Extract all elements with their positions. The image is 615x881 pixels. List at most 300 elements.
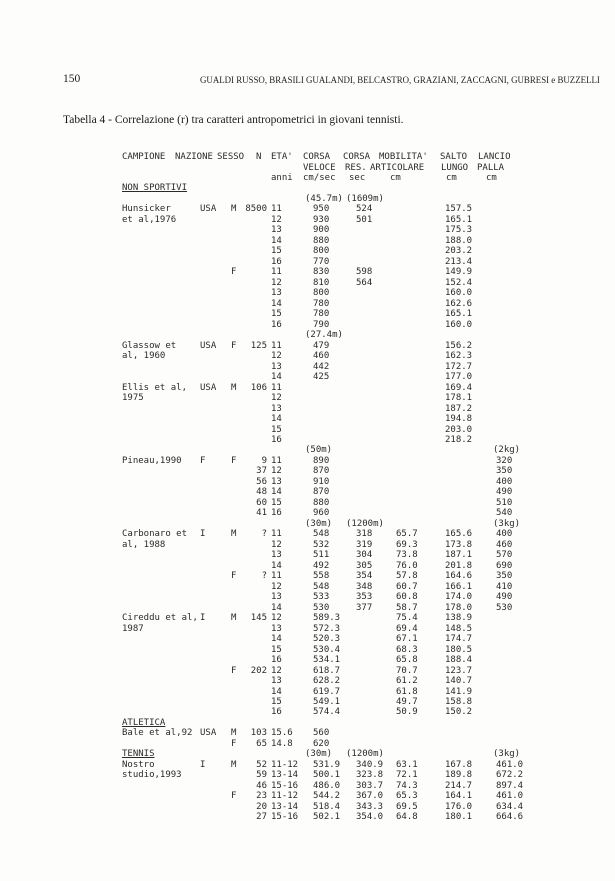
cell-n: 23: [256, 791, 267, 802]
cell-eta: 13: [271, 403, 282, 414]
cell-sesso: F: [231, 738, 237, 749]
cell-corsa-veloce: 950: [313, 204, 330, 215]
cell-salto-lungo: 175.3: [445, 225, 473, 236]
cell-corsa-res: 524: [356, 204, 373, 215]
cell-nazione: USA: [200, 340, 217, 351]
cell-corsa-res: 343.3: [356, 801, 384, 812]
cell-n: 41: [256, 508, 267, 519]
cell-n: 8500: [245, 204, 267, 215]
unit-note-corsa-veloce: (45.7m): [305, 193, 343, 204]
header-salto-lungo: SALTO: [440, 152, 468, 162]
cell-corsa-veloce: 533: [313, 592, 330, 603]
cell-n: 59: [256, 770, 267, 781]
cell-eta: 14: [271, 560, 282, 571]
cell-lancio-palla: 461.0: [496, 791, 524, 802]
cell-corsa-veloce: 492: [313, 560, 330, 571]
cell-eta: 13: [271, 361, 282, 372]
cell-campione: Cireddu et al,: [122, 613, 198, 624]
cell-salto-lungo: 162.6: [445, 298, 473, 309]
cell-sesso: M: [231, 382, 237, 393]
cell-n: 20: [256, 801, 267, 812]
cell-eta: 14.8: [271, 738, 293, 749]
cell-mobilita: 61.8: [396, 686, 418, 697]
cell-corsa-res: 303.7: [356, 780, 384, 791]
cell-corsa-veloce: 518.4: [313, 801, 341, 812]
cell-mobilita: 64.8: [396, 812, 418, 823]
cell-corsa-veloce: 960: [313, 508, 330, 519]
cell-eta: 11: [271, 455, 282, 466]
cell-sesso: F: [231, 791, 237, 802]
cell-corsa-res: 598: [356, 267, 373, 278]
running-head: GUALDI RUSSO, BRASILI GUALANDI, BELCASTRO, GRAZIANI, ZACCAGNI, GUBRESI e BUZZELLI: [200, 75, 600, 85]
cell-lancio-palla: 540: [496, 508, 513, 519]
cell-eta: 15: [271, 424, 282, 435]
cell-n: ?: [261, 571, 267, 582]
cell-corsa-veloce: 890: [313, 455, 330, 466]
cell-eta: 12: [271, 214, 282, 225]
cell-eta: 15-16: [271, 812, 299, 823]
cell-n: 52: [256, 759, 267, 770]
cell-corsa-res: 501: [356, 214, 373, 225]
cell-salto-lungo: 149.9: [445, 267, 473, 278]
cell-salto-lungo: 150.2: [445, 707, 473, 718]
cell-eta: 15: [271, 497, 282, 508]
cell-nazione: USA: [200, 382, 217, 393]
cell-corsa-res: 318: [356, 529, 373, 540]
cell-corsa-veloce: 549.1: [313, 697, 341, 707]
header-salto-lungo: cm: [446, 173, 457, 183]
header-corsa-veloce: VELOCE: [303, 162, 336, 173]
cell-lancio-palla: 510: [496, 497, 513, 508]
cell-eta: 11: [271, 571, 282, 582]
cell-corsa-veloce: 520.3: [313, 634, 341, 645]
cell-mobilita: 65.7: [396, 529, 418, 540]
cell-mobilita: 61.2: [396, 676, 418, 686]
cell-sesso: M: [231, 728, 237, 739]
cell-salto-lungo: 218.2: [445, 435, 473, 445]
cell-nazione: F: [200, 455, 206, 466]
cell-nazione: USA: [200, 728, 217, 739]
cell-eta: 14: [271, 634, 282, 645]
cell-eta: 13-14: [271, 801, 299, 812]
cell-eta: 13: [271, 476, 282, 487]
cell-eta: 11: [271, 529, 282, 540]
cell-corsa-veloce: 560: [313, 728, 330, 739]
cell-lancio-palla: 461.0: [496, 759, 524, 770]
cell-sesso: F: [231, 665, 237, 676]
cell-eta: 16: [271, 508, 282, 519]
cell-salto-lungo: 165.1: [445, 214, 473, 225]
cell-salto-lungo: 177.0: [445, 372, 473, 383]
cell-salto-lungo: 156.2: [445, 340, 473, 351]
cell-corsa-veloce: 548: [313, 529, 330, 540]
cell-eta: 12: [271, 393, 282, 403]
cell-lancio-palla: 400: [496, 529, 513, 540]
header-sesso: SESSO: [217, 152, 245, 162]
section-heading: ATLETICA: [122, 717, 166, 728]
cell-campione: Nostro: [122, 759, 155, 770]
cell-eta: 14: [271, 298, 282, 309]
cell-eta: 13: [271, 550, 282, 561]
cell-corsa-veloce: 810: [313, 277, 330, 288]
cell-n: 145: [250, 613, 267, 624]
header-lancio-palla: PALLA: [477, 162, 505, 173]
cell-corsa-veloce: 558: [313, 571, 330, 582]
cell-corsa-veloce: 511: [313, 550, 330, 561]
cell-corsa-res: 323.8: [356, 770, 384, 781]
cell-mobilita: 50.9: [396, 707, 418, 718]
cell-sesso: F: [231, 571, 237, 582]
cell-corsa-res: 354: [356, 571, 373, 582]
cell-sesso: M: [231, 613, 237, 624]
cell-nazione: I: [200, 759, 206, 770]
cell-salto-lungo: 178.0: [445, 602, 473, 613]
cell-lancio-palla: 400: [496, 476, 513, 487]
cell-corsa-veloce: 425: [313, 372, 330, 383]
cell-eta: 12: [271, 466, 282, 477]
cell-eta: 15.6: [271, 728, 293, 739]
cell-mobilita: 58.7: [396, 602, 418, 613]
cell-corsa-veloce: 618.7: [313, 665, 341, 676]
cell-eta: 16: [271, 319, 282, 330]
cell-salto-lungo: 174.0: [445, 592, 473, 603]
cell-lancio-palla: 530: [496, 602, 513, 613]
cell-campione: 1975: [122, 393, 144, 403]
cell-eta: 12: [271, 351, 282, 362]
unit-note-lancio-palla: (2kg): [493, 445, 521, 456]
cell-salto-lungo: 189.8: [445, 770, 473, 781]
cell-campione: Bale et al,92: [122, 728, 193, 739]
cell-eta: 14: [271, 372, 282, 383]
cell-lancio-palla: 460: [496, 539, 513, 550]
cell-n: 65: [256, 738, 267, 749]
cell-n: 9: [261, 455, 267, 466]
cell-corsa-veloce: 442: [313, 361, 330, 372]
header-lancio-palla: LANCIO: [478, 152, 511, 162]
unit-note-corsa-veloce: (50m): [305, 445, 333, 456]
cell-lancio-palla: 690: [496, 560, 513, 571]
cell-salto-lungo: 188.4: [445, 655, 473, 665]
cell-n: ?: [261, 529, 267, 540]
cell-eta: 11: [271, 382, 282, 393]
cell-eta: 13: [271, 592, 282, 603]
cell-mobilita: 75.4: [396, 613, 418, 624]
cell-corsa-veloce: 502.1: [313, 812, 341, 823]
cell-lancio-palla: 320: [496, 455, 513, 466]
cell-mobilita: 73.8: [396, 550, 418, 561]
cell-eta: 13: [271, 225, 282, 236]
cell-campione: Hunsicker: [122, 204, 171, 215]
cell-salto-lungo: 160.0: [445, 319, 473, 330]
cell-n: 46: [256, 780, 267, 791]
cell-corsa-veloce: 780: [313, 298, 330, 309]
cell-mobilita: 70.7: [396, 665, 418, 676]
cell-campione: al, 1960: [122, 351, 166, 362]
cell-sesso: F: [231, 340, 237, 351]
cell-corsa-veloce: 589.3: [313, 613, 341, 624]
cell-salto-lungo: 187.1: [445, 550, 473, 561]
cell-lancio-palla: 350: [496, 466, 513, 477]
cell-n: 27: [256, 812, 267, 823]
cell-corsa-veloce: 460: [313, 351, 330, 362]
cell-campione: Carbonaro et: [122, 529, 188, 540]
cell-lancio-palla: 410: [496, 581, 513, 592]
cell-corsa-veloce: 572.3: [313, 623, 341, 634]
cell-corsa-veloce: 548: [313, 581, 330, 592]
cell-eta: 16: [271, 435, 282, 445]
cell-eta: 13: [271, 623, 282, 634]
cell-salto-lungo: 158.8: [445, 697, 473, 707]
cell-corsa-veloce: 500.1: [313, 770, 341, 781]
cell-n: 106: [250, 382, 267, 393]
cell-campione: Pineau,1990: [122, 455, 182, 466]
cell-salto-lungo: 180.5: [445, 644, 473, 655]
header-corsa-veloce: cm/sec: [303, 173, 336, 183]
header-lancio-palla: cm: [486, 173, 497, 183]
cell-sesso: M: [231, 529, 237, 540]
cell-corsa-veloce: 880: [313, 235, 330, 246]
cell-eta: 14: [271, 235, 282, 246]
cell-sesso: M: [231, 759, 237, 770]
cell-salto-lungo: 194.8: [445, 414, 473, 424]
cell-n: 48: [256, 487, 267, 498]
cell-salto-lungo: 138.9: [445, 613, 473, 624]
header-mobilita: MOBILITA': [379, 152, 428, 162]
header-corsa-veloce: CORSA: [303, 152, 331, 162]
cell-corsa-res: 367.0: [356, 791, 384, 802]
section-heading: NON SPORTIVI: [122, 183, 188, 194]
cell-mobilita: 65.3: [396, 791, 418, 802]
cell-salto-lungo: 178.1: [445, 393, 473, 403]
cell-eta: 14: [271, 414, 282, 424]
cell-eta: 16: [271, 707, 282, 718]
cell-mobilita: 65.8: [396, 655, 418, 665]
cell-lancio-palla: 664.6: [496, 812, 524, 823]
cell-salto-lungo: 201.8: [445, 560, 473, 571]
cell-corsa-veloce: 628.2: [313, 676, 341, 686]
cell-eta: 12: [271, 581, 282, 592]
unit-note-corsa-veloce: (30m): [305, 518, 333, 529]
cell-mobilita: 57.8: [396, 571, 418, 582]
header-eta: ETA': [271, 152, 293, 162]
header-salto-lungo: LUNGO: [441, 162, 469, 173]
cell-corsa-veloce: 910: [313, 476, 330, 487]
cell-sesso: F: [231, 455, 237, 466]
unit-note-corsa-veloce: (30m): [305, 749, 333, 760]
cell-mobilita: 69.3: [396, 539, 418, 550]
cell-campione: studio,1993: [122, 770, 182, 781]
cell-n: 125: [250, 340, 267, 351]
unit-note-lancio-palla: (3kg): [493, 518, 521, 529]
cell-salto-lungo: 157.5: [445, 204, 473, 215]
cell-mobilita: 69.4: [396, 623, 418, 634]
cell-corsa-veloce: 534.1: [313, 655, 341, 665]
cell-eta: 11-12: [271, 791, 299, 802]
cell-salto-lungo: 141.9: [445, 686, 473, 697]
cell-salto-lungo: 140.7: [445, 676, 473, 686]
unit-note-corsa-res: (1200m): [346, 518, 384, 529]
cell-salto-lungo: 160.0: [445, 288, 473, 299]
cell-salto-lungo: 214.7: [445, 780, 473, 791]
header-mobilita: cm: [390, 173, 401, 183]
header-nazione: NAZIONE: [175, 152, 213, 162]
cell-lancio-palla: 634.4: [496, 801, 524, 812]
section-heading: TENNIS: [122, 749, 155, 760]
cell-salto-lungo: 203.0: [445, 424, 473, 435]
cell-corsa-veloce: 930: [313, 214, 330, 225]
cell-eta: 12: [271, 665, 282, 676]
cell-corsa-veloce: 574.4: [313, 707, 341, 718]
cell-salto-lungo: 169.4: [445, 382, 473, 393]
cell-salto-lungo: 164.6: [445, 571, 473, 582]
cell-corsa-veloce: 830: [313, 267, 330, 278]
header-n: N: [256, 152, 262, 162]
cell-corsa-veloce: 900: [313, 225, 330, 236]
cell-mobilita: 60.8: [396, 592, 418, 603]
cell-corsa-veloce: 800: [313, 246, 330, 257]
cell-campione: Glassow et: [122, 340, 177, 351]
cell-salto-lungo: 213.4: [445, 256, 473, 267]
cell-n: 103: [250, 728, 267, 739]
cell-corsa-res: 348: [356, 581, 373, 592]
cell-n: 56: [256, 476, 267, 487]
unit-note-corsa-res: (1609m): [346, 193, 384, 204]
cell-eta: 11: [271, 204, 282, 215]
cell-corsa-res: 564: [356, 277, 373, 288]
cell-eta: 15: [271, 644, 282, 655]
cell-corsa-veloce: 620: [313, 738, 330, 749]
cell-lancio-palla: 490: [496, 592, 513, 603]
cell-eta: 14: [271, 686, 282, 697]
cell-corsa-veloce: 770: [313, 256, 330, 267]
cell-corsa-res: 319: [356, 539, 373, 550]
cell-nazione: I: [200, 613, 206, 624]
cell-salto-lungo: 187.2: [445, 403, 473, 414]
cell-lancio-palla: 490: [496, 487, 513, 498]
cell-salto-lungo: 180.1: [445, 812, 473, 823]
cell-eta: 15: [271, 246, 282, 257]
cell-salto-lungo: 165.6: [445, 529, 473, 540]
cell-corsa-res: 354.0: [356, 812, 384, 823]
header-corsa-res: sec: [349, 173, 366, 183]
cell-mobilita: 60.7: [396, 581, 418, 592]
cell-mobilita: 68.3: [396, 644, 418, 655]
header-corsa-res: RES.: [345, 162, 367, 173]
cell-mobilita: 76.0: [396, 560, 418, 571]
cell-salto-lungo: 174.7: [445, 634, 473, 645]
cell-corsa-veloce: 880: [313, 497, 330, 508]
cell-corsa-veloce: 479: [313, 340, 330, 351]
cell-eta: 11: [271, 267, 282, 278]
cell-salto-lungo: 148.5: [445, 623, 473, 634]
cell-lancio-palla: 897.4: [496, 780, 524, 791]
cell-salto-lungo: 152.4: [445, 277, 473, 288]
cell-lancio-palla: 672.2: [496, 770, 524, 781]
cell-salto-lungo: 176.0: [445, 801, 473, 812]
cell-corsa-res: 377: [356, 602, 373, 613]
unit-note-lancio-palla: (3kg): [493, 749, 521, 760]
cell-sesso: F: [231, 267, 237, 278]
header-eta: anni: [271, 173, 293, 183]
cell-salto-lungo: 164.1: [445, 791, 473, 802]
cell-salto-lungo: 172.7: [445, 361, 473, 372]
cell-eta: 12: [271, 277, 282, 288]
cell-mobilita: 63.1: [396, 759, 418, 770]
cell-lancio-palla: 570: [496, 550, 513, 561]
cell-eta: 11: [271, 340, 282, 351]
cell-mobilita: 72.1: [396, 770, 418, 781]
cell-corsa-veloce: 790: [313, 319, 330, 330]
cell-eta: 16: [271, 256, 282, 267]
unit-note-corsa-res: (1200m): [346, 749, 384, 760]
cell-corsa-res: 304: [356, 550, 373, 561]
cell-corsa-veloce: 619.7: [313, 686, 341, 697]
cell-corsa-veloce: 486.0: [313, 780, 341, 791]
cell-eta: 12: [271, 539, 282, 550]
cell-eta: 15-16: [271, 780, 299, 791]
header-campione: CAMPIONE: [122, 152, 166, 162]
cell-campione: et al,1976: [122, 214, 177, 225]
cell-corsa-veloce: 870: [313, 487, 330, 498]
table-caption: Tabella 4 - Correlazione (r) tra caratteri antropometrici in giovani tennisti.: [63, 114, 404, 126]
cell-mobilita: 74.3: [396, 780, 418, 791]
cell-corsa-veloce: 870: [313, 466, 330, 477]
cell-corsa-res: 340.9: [356, 759, 384, 770]
cell-n: 202: [250, 665, 267, 676]
cell-mobilita: 67.1: [396, 634, 418, 645]
cell-salto-lungo: 167.8: [445, 759, 473, 770]
cell-corsa-veloce: 780: [313, 309, 330, 320]
header-corsa-res: CORSA: [343, 152, 371, 162]
cell-mobilita: 69.5: [396, 801, 418, 812]
cell-salto-lungo: 203.2: [445, 246, 473, 257]
cell-eta: 13-14: [271, 770, 299, 781]
cell-salto-lungo: 162.3: [445, 351, 473, 362]
cell-campione: Ellis et al,: [122, 382, 188, 393]
cell-n: 37: [256, 466, 267, 477]
header-mobilita: ARTICOLARE: [370, 162, 425, 173]
cell-eta: 13: [271, 288, 282, 299]
cell-corsa-veloce: 800: [313, 288, 330, 299]
cell-corsa-veloce: 530: [313, 602, 330, 613]
cell-corsa-veloce: 544.2: [313, 791, 341, 802]
cell-eta: 15: [271, 697, 282, 707]
cell-salto-lungo: 123.7: [445, 665, 473, 676]
cell-eta: 11-12: [271, 759, 299, 770]
cell-salto-lungo: 166.1: [445, 581, 473, 592]
cell-salto-lungo: 173.8: [445, 539, 473, 550]
cell-corsa-res: 305: [356, 560, 373, 571]
cell-eta: 13: [271, 676, 282, 686]
cell-n: 60: [256, 497, 267, 508]
cell-campione: al, 1988: [122, 539, 166, 550]
cell-salto-lungo: 188.0: [445, 235, 473, 246]
cell-mobilita: 49.7: [396, 697, 418, 707]
cell-campione: 1987: [122, 623, 144, 634]
cell-eta: 15: [271, 309, 282, 320]
cell-corsa-res: 353: [356, 592, 373, 603]
cell-lancio-palla: 350: [496, 571, 513, 582]
page-number: 150: [63, 73, 81, 85]
cell-eta: 14: [271, 487, 282, 498]
cell-corsa-veloce: 532: [313, 539, 330, 550]
cell-salto-lungo: 165.1: [445, 309, 473, 320]
cell-eta: 16: [271, 655, 282, 665]
cell-nazione: I: [200, 529, 206, 540]
cell-nazione: USA: [200, 204, 217, 215]
cell-sesso: M: [231, 204, 237, 215]
cell-corsa-veloce: 531.9: [313, 759, 341, 770]
